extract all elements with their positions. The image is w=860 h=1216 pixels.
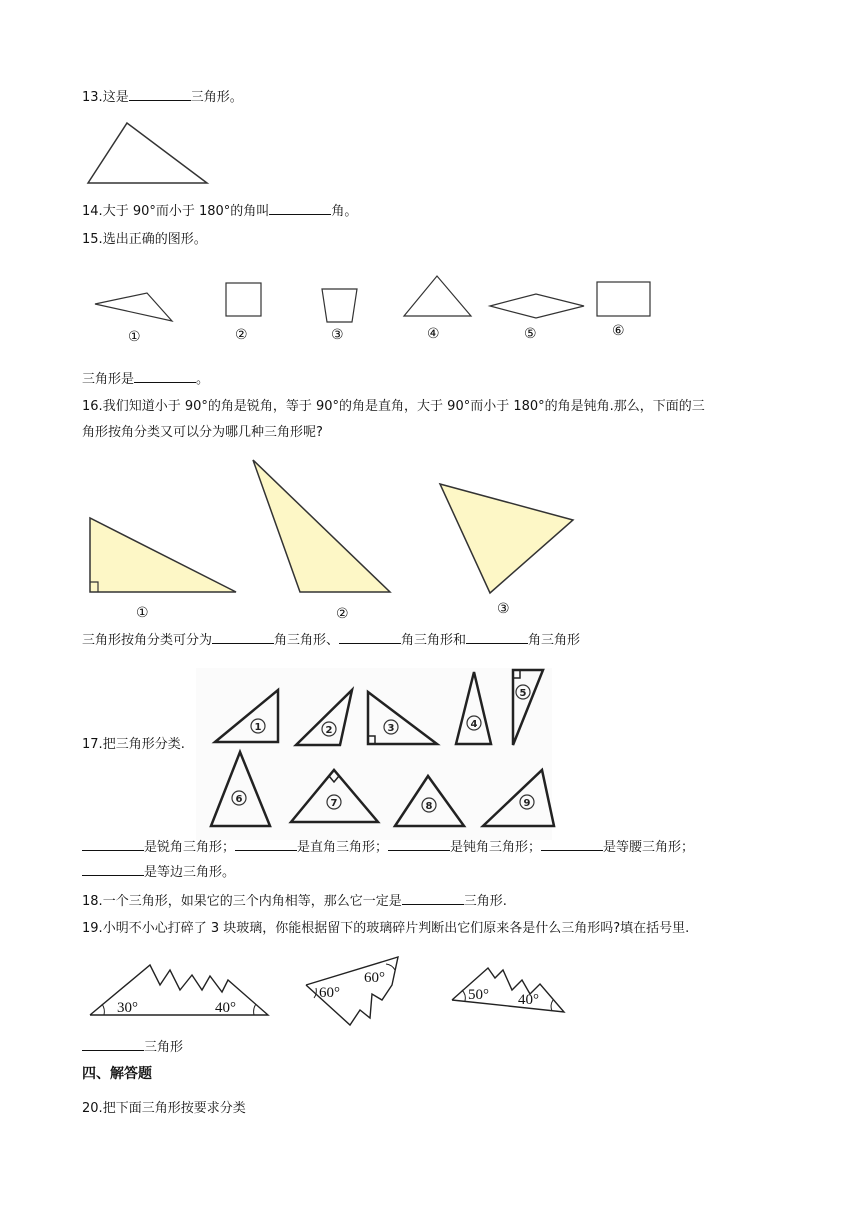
q19-angle-60a: 60° [319,985,340,1001]
q18-number: 18. [82,894,103,909]
q15-label-4: ④ [427,326,440,342]
q20-number: 20. [82,1101,103,1116]
q17-tri-label-4: 4 [470,719,478,730]
q17-number: 17. [82,737,103,752]
q17-tri-label-2: 2 [325,725,333,736]
q16-label-3: ③ [497,601,510,617]
q14-prefix: 大于 90°而小于 180°的角叫 [102,204,270,219]
q17-tri-label-7: 7 [330,798,338,809]
q15-label-6: ⑥ [612,323,625,339]
q19-angle-30: 30° [117,1000,138,1016]
q19-answer-suffix: 三角形 [144,1040,184,1055]
q15-answer-suffix: 。 [196,372,210,387]
q17-tri-label-3: 3 [387,723,395,734]
q17-tri-label-6: 6 [235,794,243,805]
q16-answer-c: 角三角形和 [401,633,467,648]
q19-angle-40b: 40° [518,992,539,1008]
q17-text: 把三角形分类. [102,737,185,752]
q14-number: 14. [82,204,103,219]
q19-angle-40a: 40° [215,1000,236,1016]
q17-ans5: 是等边三角形。 [144,865,236,880]
q19-angle-60b: 60° [364,970,385,986]
q15-answer-prefix: 三角形是 [82,372,135,387]
q17-ans3: 是钝角三角形； [450,840,542,855]
q16-answer-a: 三角形按角分类可分为 [82,633,213,648]
q17-tri-label-9: 9 [523,798,531,809]
q15-number: 15. [82,232,103,247]
q17-tri-label-8: 8 [425,801,433,812]
q17-ans1: 是锐角三角形； [144,840,236,855]
q16-label-2: ② [336,606,349,622]
q16-number: 16. [82,399,103,414]
q15-label-5: ⑤ [524,326,537,342]
q17-ans4: 是等腰三角形； [603,840,695,855]
q16-answer-b: 角三角形、 [274,633,340,648]
q15-label-1: ① [128,329,141,345]
section-4-title: 四、解答题 [82,1066,152,1082]
q20-text: 把下面三角形按要求分类 [102,1101,246,1116]
q13-prefix: 这是 [102,90,129,105]
q17-ans2: 是直角三角形； [297,840,389,855]
q16-line2: 角形按角分类又可以分为哪几种三角形呢? [82,425,323,440]
q14-suffix: 角。 [331,204,358,219]
q19-text: 小明不小心打碎了 3 块玻璃，你能根据留下的玻璃碎片判断出它们原来各是什么三角形吗?填在括号里. [102,921,690,936]
q20-line [82,1099,246,1119]
q15-label-3: ③ [331,327,344,343]
q16-answer-d: 角三角形 [528,633,581,648]
q17-tri-label-1: 1 [254,722,262,733]
q18-prefix: 一个三角形，如果它的三个内角相等，那么它一定是 [102,894,402,909]
q19-answer-line [82,1038,183,1058]
q16-text-1: 我们知道小于 90°的角是锐角，等于 90°的角是直角，大于 90°而小于 180°的角是钝角.那么，下面的三 [102,399,705,414]
q19-blank[interactable] [82,1038,144,1051]
q13-suffix: 三角形。 [190,90,243,105]
q15-label-2: ② [235,327,248,343]
q18-suffix: 三角形. [463,894,507,909]
q19-angle-50: 50° [468,987,489,1003]
q19-number: 19. [82,921,103,936]
q15-text: 选出正确的图形。 [102,232,207,247]
q13-number: 13. [82,90,103,105]
q17-tri-label-5: 5 [519,688,527,699]
q16-label-1: ① [136,605,149,621]
